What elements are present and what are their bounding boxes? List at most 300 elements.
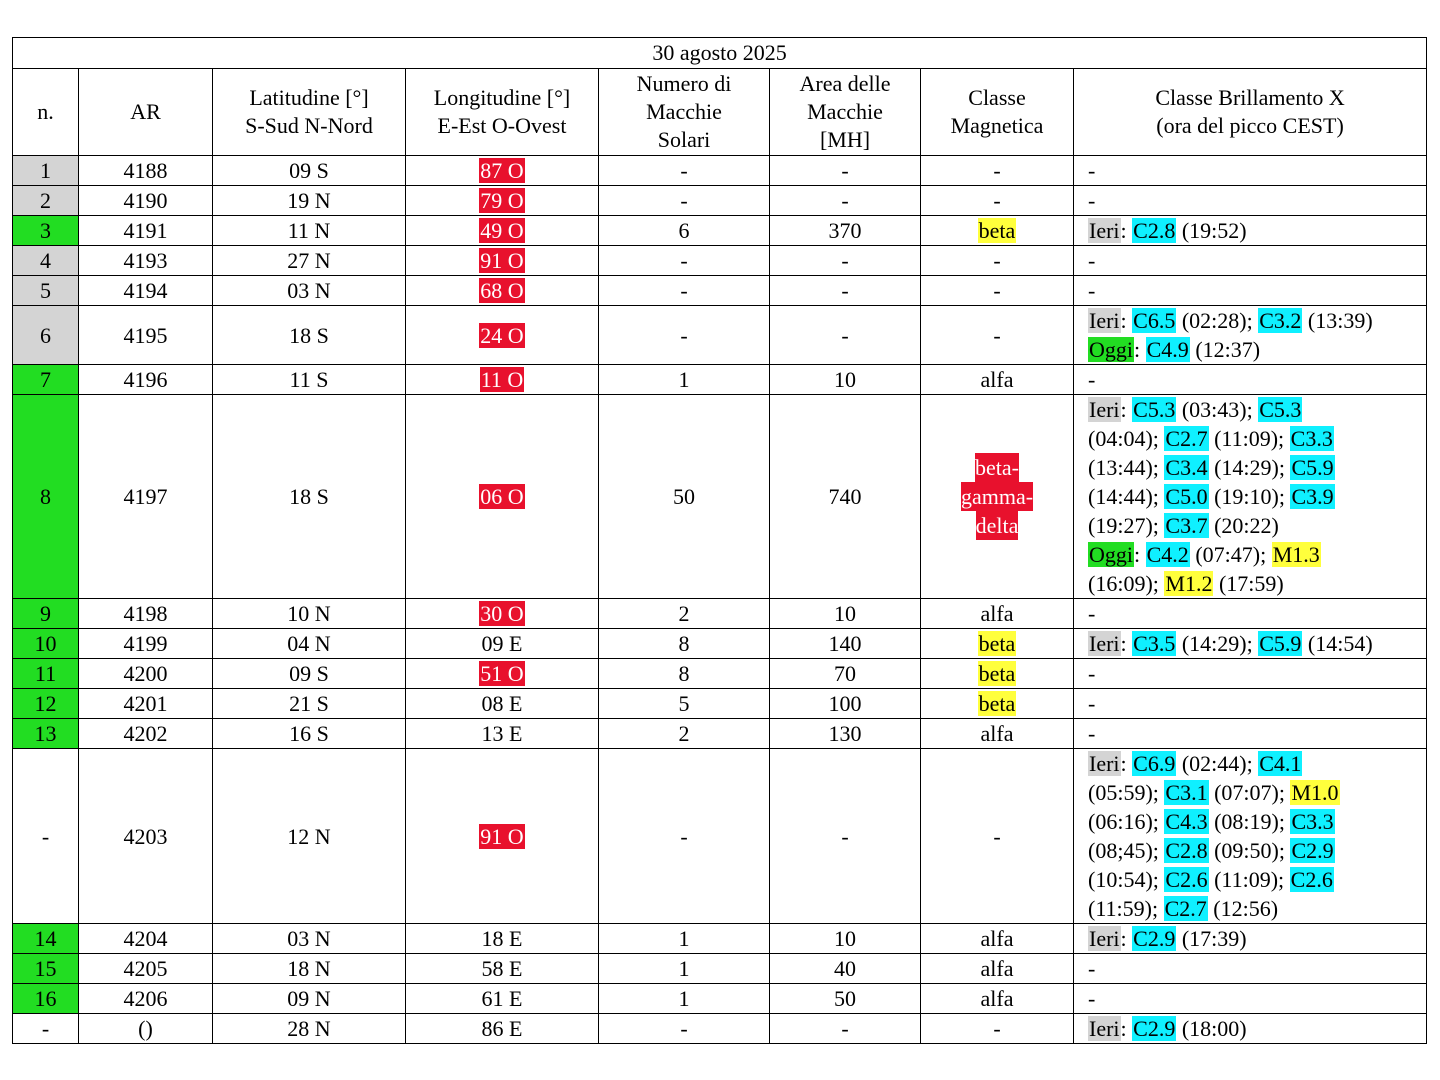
header-magnetic-class-line: Magnetica (950, 113, 1044, 138)
flare-line (1088, 894, 1418, 923)
cell-sunspot-count: 1 (599, 954, 770, 984)
cell-n: 3 (13, 216, 79, 246)
cell-ar: 4188 (79, 156, 213, 186)
flare-line (1088, 482, 1418, 511)
cell-longitude (406, 749, 599, 924)
cell-longitude (406, 599, 599, 629)
cell-sunspot-count: 1 (599, 924, 770, 954)
cell-n: 9 (13, 599, 79, 629)
flare-text: (03:43); (1176, 397, 1259, 422)
flare-class-highlight: C2.9 (1133, 1016, 1176, 1041)
flare-line (1088, 599, 1418, 628)
table-row (13, 659, 1427, 689)
cell-magnetic-class (921, 629, 1074, 659)
header-latitude-line: S-Sud N-Nord (245, 113, 373, 138)
flare-line (1088, 335, 1418, 364)
table-row (13, 216, 1427, 246)
flare-class-highlight: C2.7 (1164, 896, 1207, 921)
cell-latitude: 16 S (213, 719, 406, 749)
header-longitude-line: Longitudine [°] (433, 85, 571, 110)
cell-longitude (406, 276, 599, 306)
cell-n: 5 (13, 276, 79, 306)
flare-text: - (1088, 661, 1096, 686)
flare-class-highlight: C2.6 (1165, 867, 1208, 892)
cell-flares (1074, 1014, 1427, 1044)
cell-sunspot-area: 740 (770, 395, 921, 599)
flare-text: (11:59); (1088, 896, 1164, 921)
cell-latitude: 09 S (213, 156, 406, 186)
cell-magnetic-class: - (921, 276, 1074, 306)
cell-magnetic-class: - (921, 246, 1074, 276)
flare-text: (14:44); (1088, 484, 1165, 509)
flare-line (1088, 954, 1418, 983)
magnetic-class-highlight: beta (978, 691, 1016, 716)
magnetic-class-highlight: gamma- (960, 484, 1034, 509)
active-regions-table (12, 37, 1427, 1044)
cell-sunspot-count: 1 (599, 365, 770, 395)
flare-class-highlight: C3.7 (1165, 513, 1208, 538)
cell-ar: 4196 (79, 365, 213, 395)
cell-sunspot-area: 140 (770, 629, 921, 659)
cell-sunspot-area: - (770, 186, 921, 216)
flare-text: (14:54) (1302, 631, 1373, 656)
cell-sunspot-area: 10 (770, 924, 921, 954)
day-label: Ieri (1089, 631, 1120, 656)
flare-text: - (1088, 601, 1096, 626)
flare-text: : (1120, 631, 1133, 656)
cell-sunspot-area: - (770, 156, 921, 186)
cell-n: 2 (13, 186, 79, 216)
flare-text: : (1120, 308, 1133, 333)
cell-n: 8 (13, 395, 79, 599)
cell-sunspot-area: - (770, 246, 921, 276)
flare-class-highlight: C4.9 (1146, 337, 1189, 362)
cell-latitude: 03 N (213, 924, 406, 954)
cell-sunspot-count: 6 (599, 216, 770, 246)
table-row (13, 246, 1427, 276)
day-label: Oggi (1089, 542, 1133, 567)
flare-text: (18:00) (1176, 1016, 1247, 1041)
cell-n: 7 (13, 365, 79, 395)
header-latitude (213, 69, 406, 156)
cell-n: 10 (13, 629, 79, 659)
cell-flares (1074, 276, 1427, 306)
longitude-highlight: 30 O (480, 601, 524, 626)
flare-class-highlight: C3.9 (1291, 484, 1334, 509)
cell-n: 6 (13, 306, 79, 365)
longitude-highlight: 87 O (480, 158, 524, 183)
flare-line (1088, 540, 1418, 569)
table-row (13, 156, 1427, 186)
header-ar: AR (79, 69, 213, 156)
table-row (13, 306, 1427, 365)
cell-sunspot-area: 370 (770, 216, 921, 246)
cell-sunspot-area: - (770, 749, 921, 924)
magnetic-class-highlight: beta- (975, 455, 1019, 480)
flare-class-highlight: C4.1 (1259, 751, 1302, 776)
flare-class-highlight: C4.2 (1146, 542, 1189, 567)
cell-latitude: 11 S (213, 365, 406, 395)
header-magnetic-class (921, 69, 1074, 156)
flare-text: - (1088, 956, 1096, 981)
flare-text: : (1120, 218, 1133, 243)
flare-line (1088, 865, 1418, 894)
table-row (13, 719, 1427, 749)
cell-latitude: 27 N (213, 246, 406, 276)
flare-text: : (1120, 926, 1133, 951)
flare-line (1088, 216, 1418, 245)
cell-magnetic-class: alfa (921, 365, 1074, 395)
cell-latitude: 28 N (213, 1014, 406, 1044)
flare-text: - (1088, 248, 1096, 273)
table-row (13, 954, 1427, 984)
cell-latitude: 12 N (213, 749, 406, 924)
header-longitude-line: E-Est O-Ovest (437, 113, 567, 138)
flare-text: : (1120, 1016, 1133, 1041)
cell-flares (1074, 749, 1427, 924)
cell-magnetic-class: alfa (921, 924, 1074, 954)
cell-latitude: 03 N (213, 276, 406, 306)
cell-ar: 4197 (79, 395, 213, 599)
cell-sunspot-count: 8 (599, 659, 770, 689)
flare-text: (11:09); (1208, 426, 1290, 451)
header-magnetic-class-line: Classe (968, 85, 1026, 110)
cell-longitude: 13 E (406, 719, 599, 749)
header-sunspot-area-line: Area delle (799, 71, 891, 96)
cell-longitude: 18 E (406, 924, 599, 954)
cell-longitude (406, 395, 599, 599)
longitude-highlight: 11 O (480, 367, 524, 392)
cell-longitude: 09 E (406, 629, 599, 659)
flare-text: - (1088, 691, 1096, 716)
cell-latitude: 04 N (213, 629, 406, 659)
magnetic-class-highlight: beta (978, 631, 1016, 656)
cell-longitude: 58 E (406, 954, 599, 984)
cell-ar: 4198 (79, 599, 213, 629)
cell-n: 1 (13, 156, 79, 186)
longitude-highlight: 51 O (480, 661, 524, 686)
header-flare-class (1074, 69, 1427, 156)
flare-line (1088, 246, 1418, 275)
cell-sunspot-area: - (770, 306, 921, 365)
flare-text: (12:37) (1189, 337, 1261, 362)
cell-sunspot-count: 5 (599, 689, 770, 719)
header-longitude (406, 69, 599, 156)
flare-class-highlight: C2.6 (1290, 867, 1333, 892)
flare-line (1088, 689, 1418, 718)
flare-text: (13:39) (1302, 308, 1373, 333)
flare-text: (13:44); (1088, 455, 1165, 480)
cell-ar: 4195 (79, 306, 213, 365)
cell-sunspot-area: 70 (770, 659, 921, 689)
flare-text: (19:52) (1176, 218, 1247, 243)
magnetic-class-highlight: delta (975, 513, 1019, 538)
flare-line (1088, 836, 1418, 865)
flare-text: (02:44); (1176, 751, 1259, 776)
flare-text: (09:50); (1208, 838, 1291, 863)
cell-flares (1074, 924, 1427, 954)
cell-ar: 4203 (79, 749, 213, 924)
flare-text: - (1088, 986, 1096, 1011)
flare-text: (17:59) (1213, 571, 1284, 596)
flare-text: (19:27); (1088, 513, 1165, 538)
cell-longitude (406, 216, 599, 246)
cell-latitude: 18 N (213, 954, 406, 984)
flare-class-highlight: C3.5 (1133, 631, 1176, 656)
flare-text: (14:29); (1208, 455, 1291, 480)
cell-latitude: 10 N (213, 599, 406, 629)
flare-line (1088, 924, 1418, 953)
flare-class-highlight: C5.9 (1291, 455, 1334, 480)
flare-line (1088, 719, 1418, 748)
cell-sunspot-count: 2 (599, 599, 770, 629)
cell-latitude: 18 S (213, 306, 406, 365)
cell-sunspot-area: 40 (770, 954, 921, 984)
flare-text: (07:47); (1189, 542, 1272, 567)
header-sunspot-area-line: Macchie (807, 99, 883, 124)
day-label: Ieri (1089, 926, 1120, 951)
cell-magnetic-class: alfa (921, 954, 1074, 984)
cell-sunspot-area: - (770, 276, 921, 306)
longitude-highlight: 24 O (480, 322, 524, 348)
table-row (13, 1014, 1427, 1044)
cell-ar: 4205 (79, 954, 213, 984)
table-row (13, 365, 1427, 395)
flare-class-highlight: C5.3 (1133, 397, 1176, 422)
flare-text: (11:09); (1208, 867, 1290, 892)
magnetic-class-line (925, 511, 1069, 540)
flare-class-highlight: M1.0 (1291, 780, 1339, 805)
magnetic-class-line (925, 453, 1069, 482)
cell-ar: 4200 (79, 659, 213, 689)
flare-text: (12:56) (1207, 896, 1279, 921)
cell-flares (1074, 246, 1427, 276)
cell-latitude: 09 S (213, 659, 406, 689)
cell-n: - (13, 749, 79, 924)
cell-n: 4 (13, 246, 79, 276)
flare-class-highlight: C3.4 (1165, 455, 1208, 480)
cell-latitude: 09 N (213, 984, 406, 1014)
cell-ar: 4199 (79, 629, 213, 659)
flare-text: (06:16); (1088, 809, 1165, 834)
cell-flares (1074, 395, 1427, 599)
cell-sunspot-count: - (599, 749, 770, 924)
table-row (13, 599, 1427, 629)
flare-line (1088, 186, 1418, 215)
header-sunspot-count-line: Macchie (646, 99, 722, 124)
flare-text: - (1088, 721, 1096, 746)
flare-text: : (1134, 337, 1146, 362)
flare-text: (07:07); (1208, 780, 1291, 805)
day-label: Ieri (1089, 751, 1120, 776)
cell-flares (1074, 186, 1427, 216)
cell-magnetic-class (921, 395, 1074, 599)
header-n: n. (13, 69, 79, 156)
cell-n: 12 (13, 689, 79, 719)
flare-text: (14:29); (1176, 631, 1259, 656)
flare-text: - (1088, 278, 1096, 303)
table-row (13, 984, 1427, 1014)
flare-class-highlight: C3.1 (1165, 780, 1208, 805)
cell-magnetic-class: - (921, 749, 1074, 924)
day-label: Oggi (1089, 337, 1133, 362)
cell-sunspot-area: 100 (770, 689, 921, 719)
cell-sunspot-count: 2 (599, 719, 770, 749)
cell-latitude: 21 S (213, 689, 406, 719)
longitude-highlight: 79 O (480, 188, 524, 213)
flare-line (1088, 424, 1418, 453)
flare-text: (20:22) (1208, 513, 1279, 538)
magnetic-class-highlight: beta (978, 661, 1016, 686)
cell-latitude: 18 S (213, 395, 406, 599)
cell-latitude: 19 N (213, 186, 406, 216)
cell-magnetic-class: alfa (921, 984, 1074, 1014)
cell-flares (1074, 629, 1427, 659)
flare-line (1088, 749, 1418, 778)
cell-longitude (406, 156, 599, 186)
flare-text: (17:39) (1176, 926, 1247, 951)
flare-text: (08;45); (1088, 838, 1165, 863)
flare-class-highlight: C5.3 (1259, 397, 1302, 422)
flare-text: - (1088, 367, 1096, 392)
day-label: Ieri (1089, 1016, 1120, 1041)
flare-line (1088, 511, 1418, 540)
table-title: 30 agosto 2025 (13, 38, 1427, 69)
flare-line (1088, 276, 1418, 305)
flare-text: (08:19); (1208, 809, 1291, 834)
cell-ar: 4190 (79, 186, 213, 216)
cell-n: 15 (13, 954, 79, 984)
cell-n: 16 (13, 984, 79, 1014)
cell-sunspot-count: 8 (599, 629, 770, 659)
flare-line (1088, 1014, 1418, 1043)
cell-ar: 4206 (79, 984, 213, 1014)
flare-text: - (1088, 188, 1096, 213)
cell-magnetic-class (921, 689, 1074, 719)
header-flare-class-line: Classe Brillamento X (1155, 85, 1345, 110)
cell-sunspot-area: 50 (770, 984, 921, 1014)
cell-flares (1074, 599, 1427, 629)
flare-class-highlight: M1.2 (1165, 571, 1213, 596)
cell-sunspot-count: - (599, 156, 770, 186)
cell-magnetic-class: - (921, 156, 1074, 186)
flare-class-highlight: C3.3 (1291, 809, 1334, 834)
flare-class-highlight: C5.0 (1165, 484, 1208, 509)
cell-sunspot-area: 130 (770, 719, 921, 749)
flare-line (1088, 778, 1418, 807)
day-label: Ieri (1089, 397, 1120, 422)
flare-text: (02:28); (1176, 308, 1259, 333)
cell-flares (1074, 216, 1427, 246)
flare-line (1088, 629, 1418, 658)
header-sunspot-area-line: [MH] (819, 127, 871, 152)
cell-n: 14 (13, 924, 79, 954)
cell-sunspot-count: - (599, 1014, 770, 1044)
flare-class-highlight: C6.5 (1133, 308, 1176, 333)
cell-longitude: 86 E (406, 1014, 599, 1044)
cell-ar: () (79, 1014, 213, 1044)
day-label: Ieri (1089, 308, 1120, 333)
cell-longitude (406, 186, 599, 216)
flare-class-highlight: C5.9 (1259, 631, 1302, 656)
flare-text: : (1120, 397, 1133, 422)
table-row (13, 749, 1427, 924)
cell-sunspot-count: - (599, 186, 770, 216)
cell-flares (1074, 719, 1427, 749)
cell-flares (1074, 365, 1427, 395)
flare-class-highlight: C2.9 (1291, 838, 1334, 863)
cell-magnetic-class: - (921, 1014, 1074, 1044)
table-body (13, 156, 1427, 1044)
flare-line (1088, 569, 1418, 598)
cell-sunspot-count: - (599, 306, 770, 365)
longitude-highlight: 91 O (480, 823, 524, 849)
cell-longitude (406, 246, 599, 276)
cell-ar: 4204 (79, 924, 213, 954)
longitude-highlight: 68 O (480, 278, 524, 303)
cell-ar: 4202 (79, 719, 213, 749)
longitude-highlight: 06 O (480, 484, 524, 509)
cell-sunspot-area: 10 (770, 365, 921, 395)
flare-text: (10:54); (1088, 867, 1165, 892)
cell-sunspot-count: 50 (599, 395, 770, 599)
header-sunspot-count-line: Solari (657, 127, 711, 152)
flare-text: - (1088, 158, 1096, 183)
cell-flares (1074, 689, 1427, 719)
cell-longitude (406, 365, 599, 395)
flare-text: : (1134, 542, 1146, 567)
flare-class-highlight: C2.8 (1133, 218, 1176, 243)
cell-longitude (406, 659, 599, 689)
cell-flares (1074, 306, 1427, 365)
flare-line (1088, 395, 1418, 424)
cell-magnetic-class: alfa (921, 599, 1074, 629)
cell-longitude: 61 E (406, 984, 599, 1014)
cell-sunspot-area: 10 (770, 599, 921, 629)
header-sunspot-count (599, 69, 770, 156)
flare-line (1088, 659, 1418, 688)
cell-sunspot-area: - (770, 1014, 921, 1044)
table-row (13, 924, 1427, 954)
longitude-highlight: 91 O (480, 248, 524, 273)
cell-flares (1074, 954, 1427, 984)
flare-line (1088, 453, 1418, 482)
flare-class-highlight: C2.9 (1133, 926, 1176, 951)
cell-magnetic-class (921, 659, 1074, 689)
cell-magnetic-class: - (921, 306, 1074, 365)
flare-text: (19:10); (1208, 484, 1291, 509)
cell-flares (1074, 659, 1427, 689)
cell-ar: 4194 (79, 276, 213, 306)
flare-class-highlight: C3.2 (1259, 308, 1302, 333)
table-row (13, 395, 1427, 599)
table-row (13, 276, 1427, 306)
cell-magnetic-class: - (921, 186, 1074, 216)
cell-flares (1074, 156, 1427, 186)
flare-class-highlight: C4.3 (1165, 809, 1208, 834)
magnetic-class-line (925, 482, 1069, 511)
cell-longitude (406, 306, 599, 365)
flare-line (1088, 306, 1418, 335)
flare-class-highlight: C2.8 (1165, 838, 1208, 863)
header-flare-class-line: (ora del picco CEST) (1156, 113, 1344, 138)
table-row (13, 629, 1427, 659)
longitude-highlight: 49 O (480, 218, 524, 243)
flare-class-highlight: C3.3 (1290, 426, 1333, 451)
flare-text: (05:59); (1088, 780, 1165, 805)
cell-magnetic-class: alfa (921, 719, 1074, 749)
header-sunspot-area (770, 69, 921, 156)
